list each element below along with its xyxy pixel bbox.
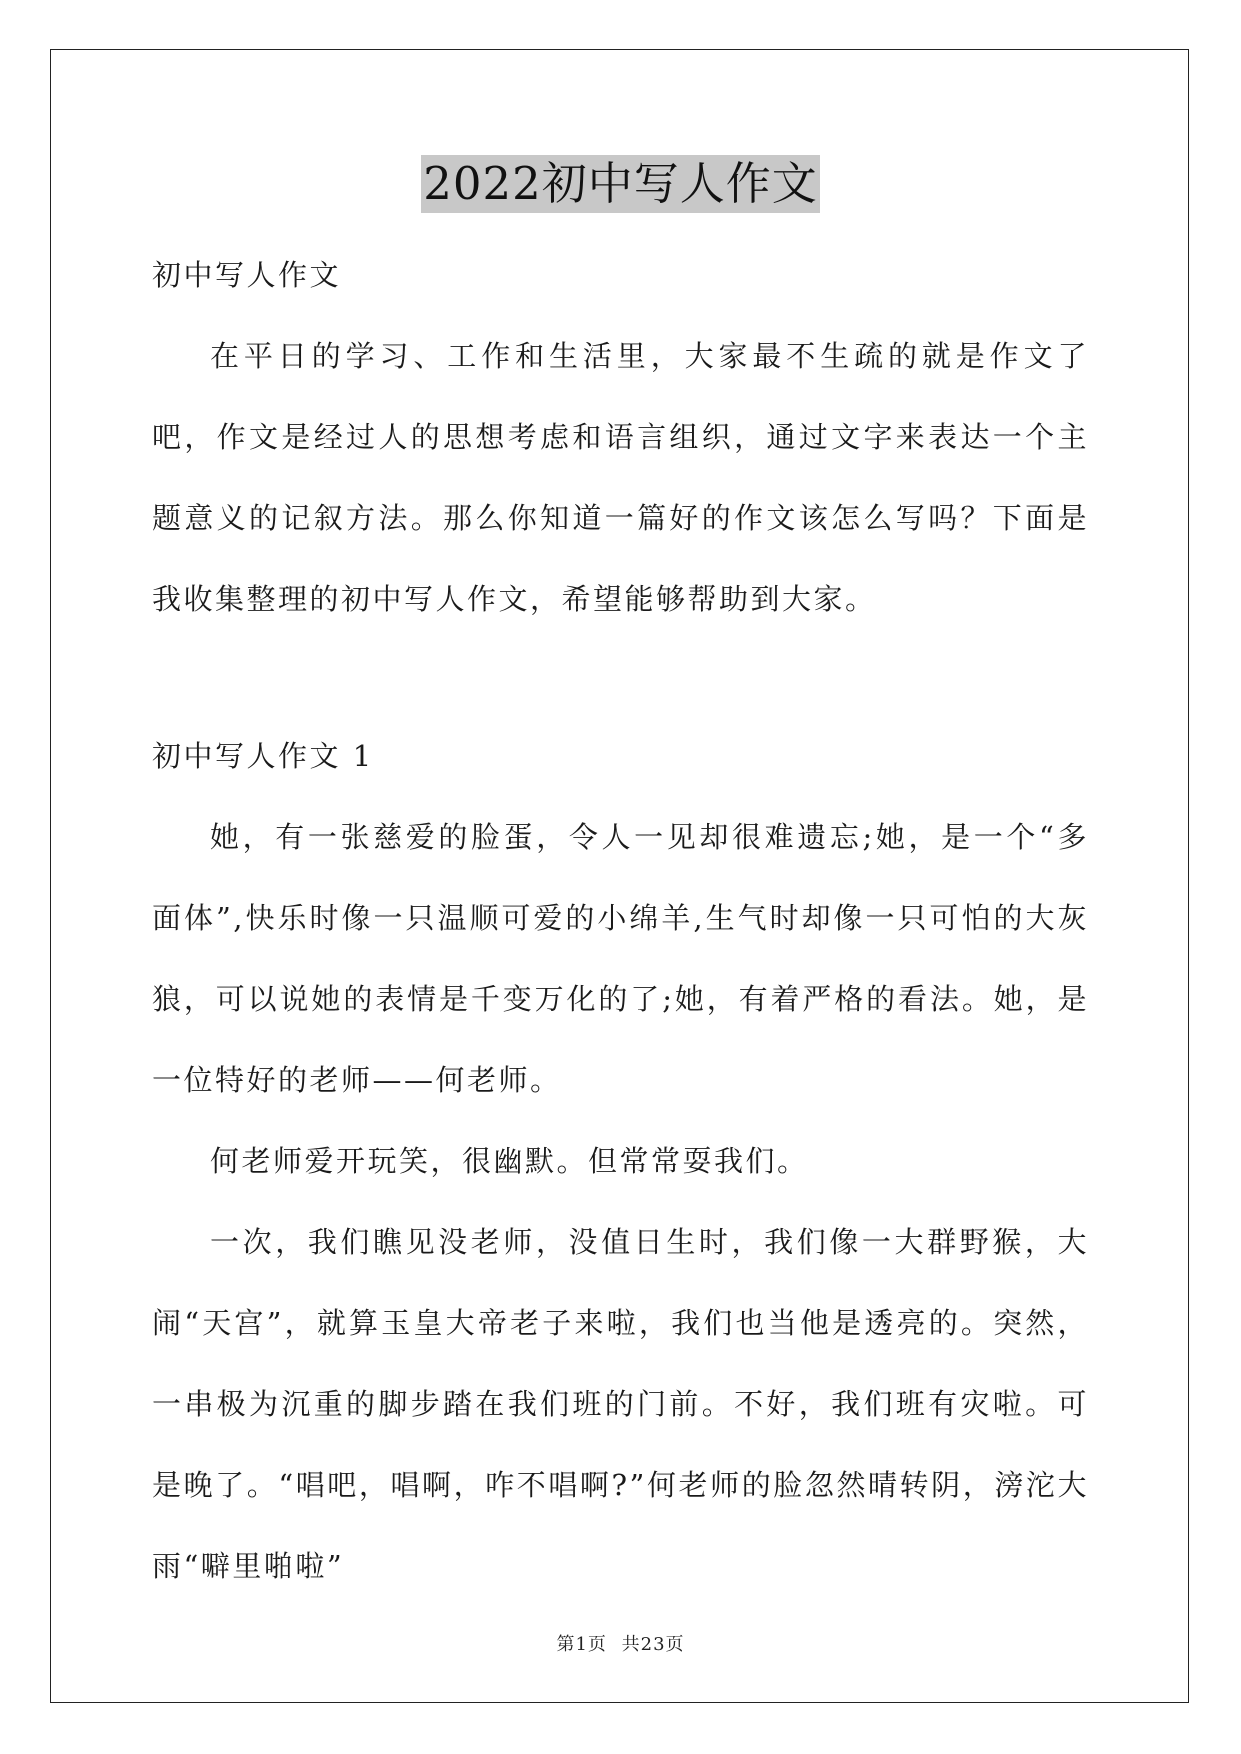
body-paragraph: 她，有一张慈爱的脸蛋，令人一见却很难遗忘;她，是一个“多面体”,快乐时像一只温顺可爱的小绵羊,生气时却像一只可怕的大灰狼，可以说她的表情是千变万化的了;她，有着严格的看法。她，是一位特好的老师——何老师。 xyxy=(152,820,1089,1097)
body-paragraph: 一次，我们瞧见没老师，没值日生时，我们像一大群野猴，大闹“天宫”，就算玉皇大帝老子来啦，我们也当他是透亮的。突然，一串极为沉重的脚步踏在我们班的门前。不好，我们班有灾啦。可是晚了。“唱吧，唱啊，咋不唱啊?”何老师的脸忽然晴转阴，滂沱大雨“噼里啪啦” xyxy=(152,1225,1089,1583)
page-number: 第1页 xyxy=(556,1634,607,1655)
page-footer xyxy=(0,1630,1241,1656)
body-paragraph: 何老师爱开玩笑，很幽默。但常常耍我们。 xyxy=(210,1144,809,1178)
title-container xyxy=(0,155,1241,213)
document-title: 2022初中写人作文 xyxy=(421,155,820,213)
intro-paragraph: 在平日的学习、工作和生活里，大家最不生疏的就是作文了吧，作文是经过人的思想考虑和语言组织，通过文字来表达一个主题意义的记叙方法。那么你知道一篇好的作文该怎么写吗？下面是我收集整理的初中写人作文，希望能够帮助到大家。 xyxy=(152,339,1089,616)
section-heading: 初中写人作文 1 xyxy=(152,739,374,773)
total-pages: 共23页 xyxy=(621,1634,685,1655)
document-body xyxy=(152,235,1089,1607)
subtitle: 初中写人作文 xyxy=(152,258,342,292)
